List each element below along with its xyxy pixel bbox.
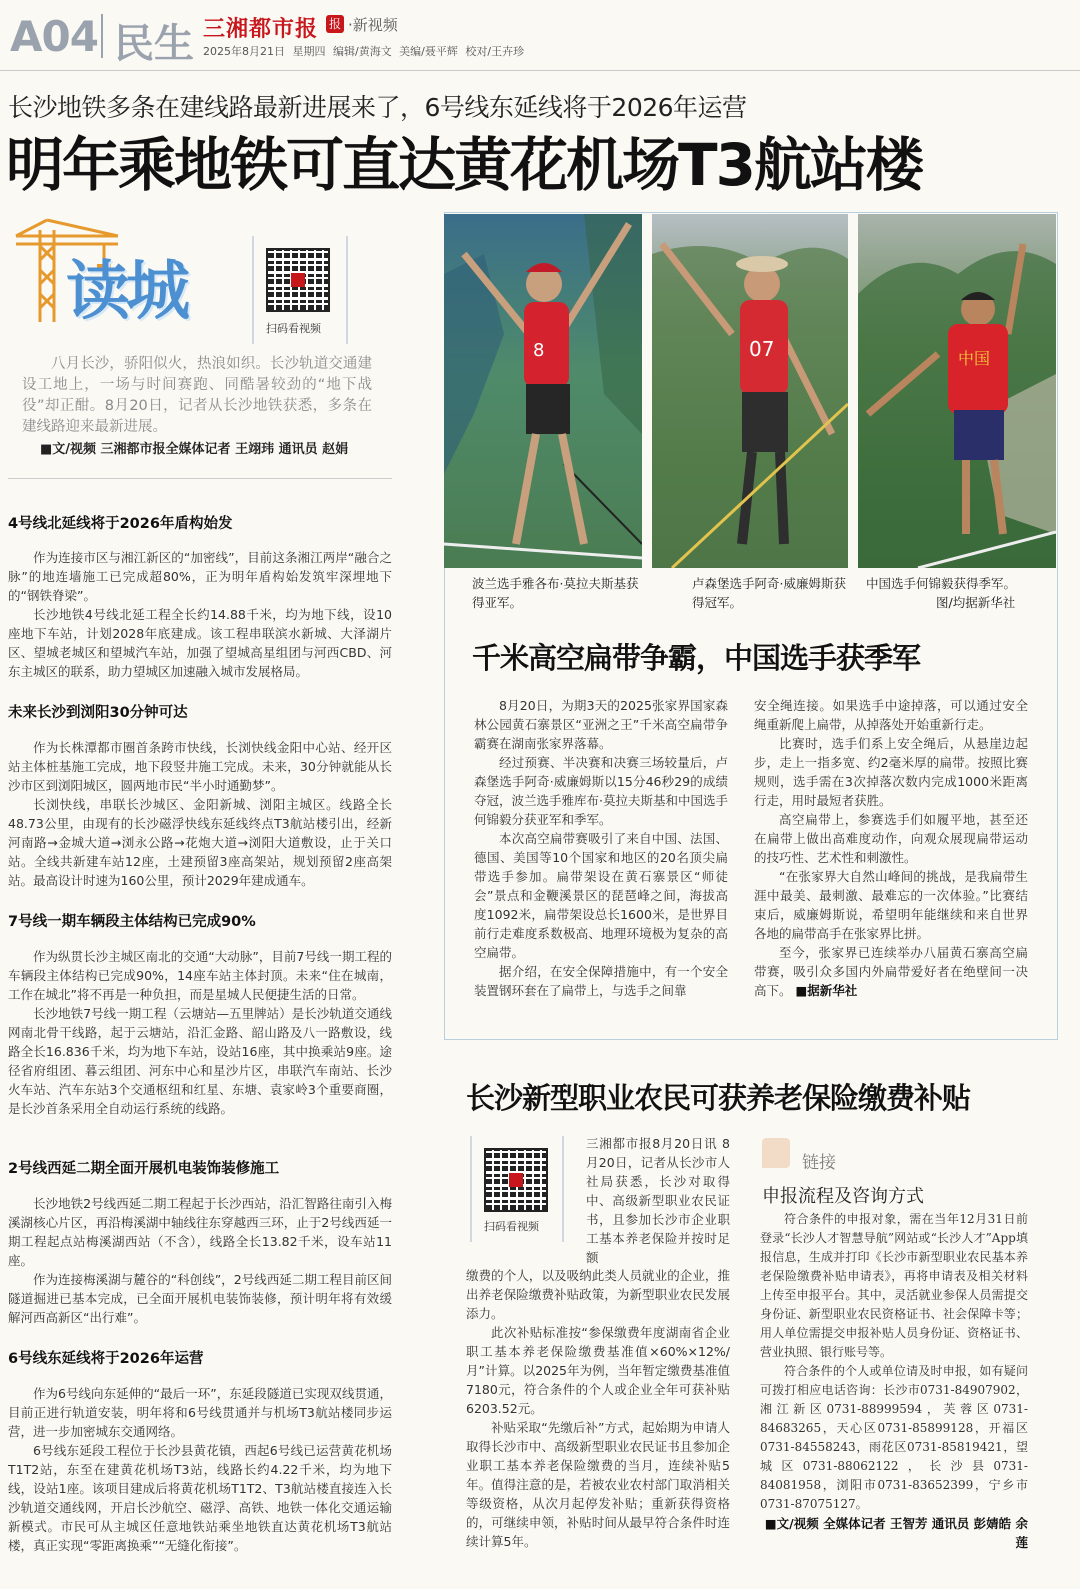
metro-credit: ■文/视频 三湘都市报全媒体记者 王翊玮 通讯员 赵娟: [40, 442, 349, 457]
header-divider: [101, 14, 103, 58]
paragraph: 6号线东延段工程位于长沙县黄花镇，西起6号线已运营黄花机场T1T2站，东至在建黄花机场T3站，线路长约4.22千米，均为地下线，设站1座。该项目建成后将黄花机场T1T2、T3航站楼直接连入长沙轨道交通线网，开启长沙航空、磁浮、高铁、地铁一体化交通运输新模式。市民可从主城区任意地铁站乘坐地铁直达黄花机场T3航站楼，真正实现“零距离换乘”“无缝化衔接”。: [8, 1443, 392, 1553]
paragraph: 作为连接市区与湘江新区的“加密线”，目前这条湘江两岸“融合之脉”的地连墙施工已完成超80%，正为明年盾构始发筑牢深埋地下的“钢铁脊梁”。: [8, 550, 392, 603]
slackline-credit: ■据新华社: [795, 983, 858, 998]
qr-logo-icon: [291, 273, 305, 287]
slackline-column-1: [474, 696, 728, 1000]
slackline-column-2: [754, 696, 1028, 1000]
metro-body: [8, 738, 392, 890]
qr-caption: 扫码看视频: [266, 322, 321, 335]
newspaper-name: 三湘都市报: [203, 17, 319, 42]
paragraph: “在张家界大自然山峰间的挑战，是我扁带生涯中最美、最刺激、最难忘的一次体验。”比赛结束后，威廉姆斯说，希望明年能继续和来自世界各地的扁带高手在张家界比拼。: [754, 869, 1028, 941]
metro-intro: 八月长沙，骄阳似火，热浪如织。长沙轨道交通建设工地上，一场与时间赛跑、同酷暑较劲的“地下战役”却正酣。8月20日，记者从长沙地铁获悉，多条在建线路迎来最新进展。: [22, 356, 372, 435]
photo-bronze-medalist: [858, 214, 1056, 568]
metro-subhead: 7号线一期车辆段主体结构已完成90%: [8, 914, 256, 930]
metro-body: [8, 548, 392, 681]
metro-subhead: 2号线西延二期全面开展机电装饰装修施工: [8, 1161, 280, 1177]
paragraph: 此次补贴标准按“参保缴费年度湖南省企业职工基本养老保险缴费基准值×60%×12%/月”计算。以2025年为例，当年暂定缴费基准值7180元，符合条件的个人或企业全年可获补贴6203.52元。: [466, 1325, 730, 1416]
paragraph: 作为连接梅溪湖与麓谷的“科创线”，2号线西延二期工程目前区间隧道掘进已基本完成，已全面开展机电装饰装修，预计明年将有效缓解河西高新区“出行难”。: [8, 1272, 392, 1325]
paragraph: 经过预赛、半决赛和决赛三场较量后，卢森堡选手阿奇·威廉姆斯以15分46秒29的成绩夺冠，波兰选手雅库布·莫拉夫斯基和中国选手何锦毅分获亚军和季军。: [474, 755, 728, 827]
link-title: 申报流程及咨询方式: [762, 1186, 924, 1207]
paragraph: 长沙地铁2号线西延二期工程起于长沙西站，沿汇智路往南引入梅溪湖核心片区，再沿梅溪湖中轴线往东穿越西三环，止于2号线西延一期工程起点站梅溪湖西站（不含），线路全长13.82千米，设车站11座。: [8, 1196, 392, 1268]
main-headline: 明年乘地铁可直达黄花机场T3航站楼: [6, 131, 922, 199]
pension-credit: ■文/视频 全媒体记者 王智芳 通讯员 彭婧皓 余莲: [764, 1516, 1028, 1550]
paragraph: 作为纵贯长沙主城区南北的交通“大动脉”，目前7号线一期工程的车辆段主体结构已完成90%，14座车站主体封顶。未来“住在城南，工作在城北”将不再是一种负担，而是星城人民便捷生活的日常。: [8, 949, 392, 1002]
pension-body: [466, 1266, 730, 1551]
photo-bib: 07: [749, 337, 775, 361]
metro-body: [8, 947, 392, 1118]
paragraph: 缴费的个人，以及吸纳此类人员就业的企业，推出养老保险缴费补贴政策，为新型职业农民发展添力。: [466, 1268, 730, 1321]
pension-lead: 三湘都市报8月20日讯 8月20日，记者从长沙市人社局获悉，长沙对取得中、高级新型职业农民证书，且参加长沙市企业职工基本养老保险并按时足额: [586, 1136, 730, 1265]
issue-meta: 2025年8月21日 星期四 编辑/黄海文 美编/聂平辉 校对/王卉珍: [203, 45, 525, 58]
photo-credit: 图/均据新华社: [936, 595, 1016, 610]
pension-headline: 长沙新型职业农民可获养老保险缴费补贴: [466, 1081, 971, 1115]
paragraph: 本次高空扁带赛吸引了来自中国、法国、德国、美国等10个国家和地区的20名顶尖扁带选手参加。扁带架设在黄石寨景区“师徒会”景点和金鞭溪景区的琵琶峰之间，海拔高度1092米，扁带架设总长1600米，是世界目前行走难度系数极高、地理环境极为复杂的高空扁带。: [474, 831, 728, 960]
paragraph-text: 至今，张家界已连续举办八届黄石寨高空扁带赛，吸引众多国内外扁带爱好者在绝壁间一决高下。: [754, 945, 1028, 998]
section-name: 民生: [114, 21, 194, 67]
photo-champion: [652, 214, 848, 568]
paragraph: 补贴采取“先缴后补”方式，起始期为申请人取得长沙市中、高级新型职业农民证书且参加企业职工基本养老保险缴费的当月，连续补贴5年。值得注意的是，若被农业农村部门取消相关等级资格，从次月起停发补贴；重新获得资格的，可继续申领，补贴时间从最早符合条件时连续计算5年。: [466, 1420, 730, 1549]
slackline-headline: 千米高空扁带争霸，中国选手获季军: [472, 641, 921, 675]
paragraph: 符合条件的个人或单位请及时申报，如有疑问可拨打相应电话咨询：长沙市0731-84907902，湘江新区0731-88999594，芙蓉区0731-84683265，天心区0731-85899128，开福区0731-84558243，雨花区0731-85819421，望城区0731-88062122，长沙县0731-84081958，浏阳市0731-83652399，宁乡市0731-87075127。: [760, 1364, 1028, 1511]
photo-caption: 中国选手何锦毅获得季军。: [866, 576, 1017, 591]
metro-body: [8, 1384, 392, 1555]
qr-logo-icon: [509, 1173, 523, 1187]
metro-subhead: 6号线东延线将于2026年运营: [8, 1351, 204, 1367]
paragraph: 比赛时，选手们系上安全绳后，从悬崖边起步，走上一指多宽、约2毫米厚的扁带。按照比赛规则，选手需在3次掉落次数内完成1000米距离行走，用时最短者获胜。: [754, 736, 1028, 808]
paragraph: 据介绍，在安全保障措施中，有一个安全装置钢环套在了扁带上，与选手之间靠: [474, 964, 728, 998]
link-icon: [762, 1138, 790, 1168]
sub-headline: 长沙地铁多条在建线路最新进展来了，6号线东延线将于2026年运营: [8, 93, 747, 122]
photo-silver-medalist: [444, 214, 642, 568]
page-number: A04: [10, 12, 98, 61]
paragraph: 安全绳连接。如果选手中途掉落，可以通过安全绳重新爬上扁带，从掉落处开始重新行走。: [754, 698, 1028, 732]
paragraph: 符合条件的申报对象，需在当年12月31日前登录“长沙人才智慧导航”网站或“长沙人才”App填报信息，生成并打印《长沙市新型职业农民基本养老保险缴费补贴申请表》，再将申请表及相关材料上传至申报平台。其中，灵活就业参保人员需提交身份证、新型职业农民资格证书、社会保障卡等；用人单位需提交申报补贴人员身份证、资格证书、营业执照、银行账号等。: [760, 1212, 1028, 1359]
photo-caption: 卢森堡选手阿奇·威廉姆斯获得冠军。: [692, 576, 846, 610]
paragraph: 长沙地铁4号线北延工程全长约14.88千米，均为地下线，设10座地下车站，计划2028年底建成。该工程串联滨水新城、大泽湖片区、望城老城区和望城汽车站，加强了望城高星组团与河西CBD、河东主城区的联系，助力望城区加速融入城市发展格局。: [8, 607, 392, 679]
photo-bib: 中国: [958, 349, 991, 368]
paragraph: 长浏快线，串联长沙城区、金阳新城、浏阳主城区。线路全长48.73公里，由现有的长沙磁浮快线东延线终点T3航站楼引出，经新河南路→金城大道→浏永公路→花炮大道→浏阳大道敷设，止于关口站。全线共新建车站12座，土建预留3座高架站，规划预留2座高架站。最高设计时速为160公里，预计2029年建成通车。: [8, 797, 392, 888]
column-title: 读城: [66, 255, 186, 329]
paragraph: 高空扁带上，参赛选手们如履平地，甚至还在扁带上做出高难度动作，向观众展现扁带运动的技巧性、艺术性和刺激性。: [754, 812, 1028, 865]
header-rule: [0, 70, 1080, 71]
link-body: [760, 1210, 1028, 1514]
paragraph: 8月20日，为期3天的2025张家界国家森林公园黄石寨景区“亚洲之王”千米高空扁带争霸赛在湖南张家界落幕。: [474, 698, 728, 751]
app-name: ·新视频: [348, 16, 398, 34]
metro-body: [8, 1194, 392, 1327]
metro-subhead: 未来长沙到浏阳30分钟可达: [8, 705, 188, 721]
qr-caption: 扫码看视频: [484, 1220, 539, 1233]
paragraph: 作为长株潭都市圈首条跨市快线，长浏快线金阳中心站、经开区站主体桩基施工完成，地下段竖井施工完成。未来，30分钟就能从长沙市区到浏阳城区，圆两地市民“半小时通勤梦”。: [8, 740, 392, 793]
paragraph: 作为6号线向东延伸的“最后一环”，东延段隧道已实现双线贯通，目前正进行轨道安装，明年将和6号线贯通并与机场T3航站楼同步运营，进一步加密城东交通网络。: [8, 1386, 392, 1439]
metro-subhead: 4号线北延线将于2026年盾构始发: [8, 516, 233, 532]
app-logo-icon: 报: [326, 15, 344, 33]
paragraph: 长沙地铁7号线一期工程（云塘站—五里牌站）是长沙轨道交通线网南北骨干线路，起于云塘站，沿汇金路、韶山路及八一路敷设，线路全长16.836千米，均为地下车站，设站16座，其中换乘站9座。途径省府组团、暮云组团、河东中心和星沙片区，串联汽车南站、长沙火车站、汽车东站3个交通枢纽和红星、东塘、袁家岭3个重要商圈，是长沙首条采用全自动运行系统的线路。: [8, 1006, 392, 1116]
photo-caption: 波兰选手雅各布·莫拉夫斯基获得亚军。: [472, 576, 639, 610]
paragraph: [754, 943, 1028, 1000]
photo-bib: 8: [533, 340, 545, 361]
link-label: 链接: [802, 1153, 836, 1173]
section-rule: [8, 478, 392, 479]
